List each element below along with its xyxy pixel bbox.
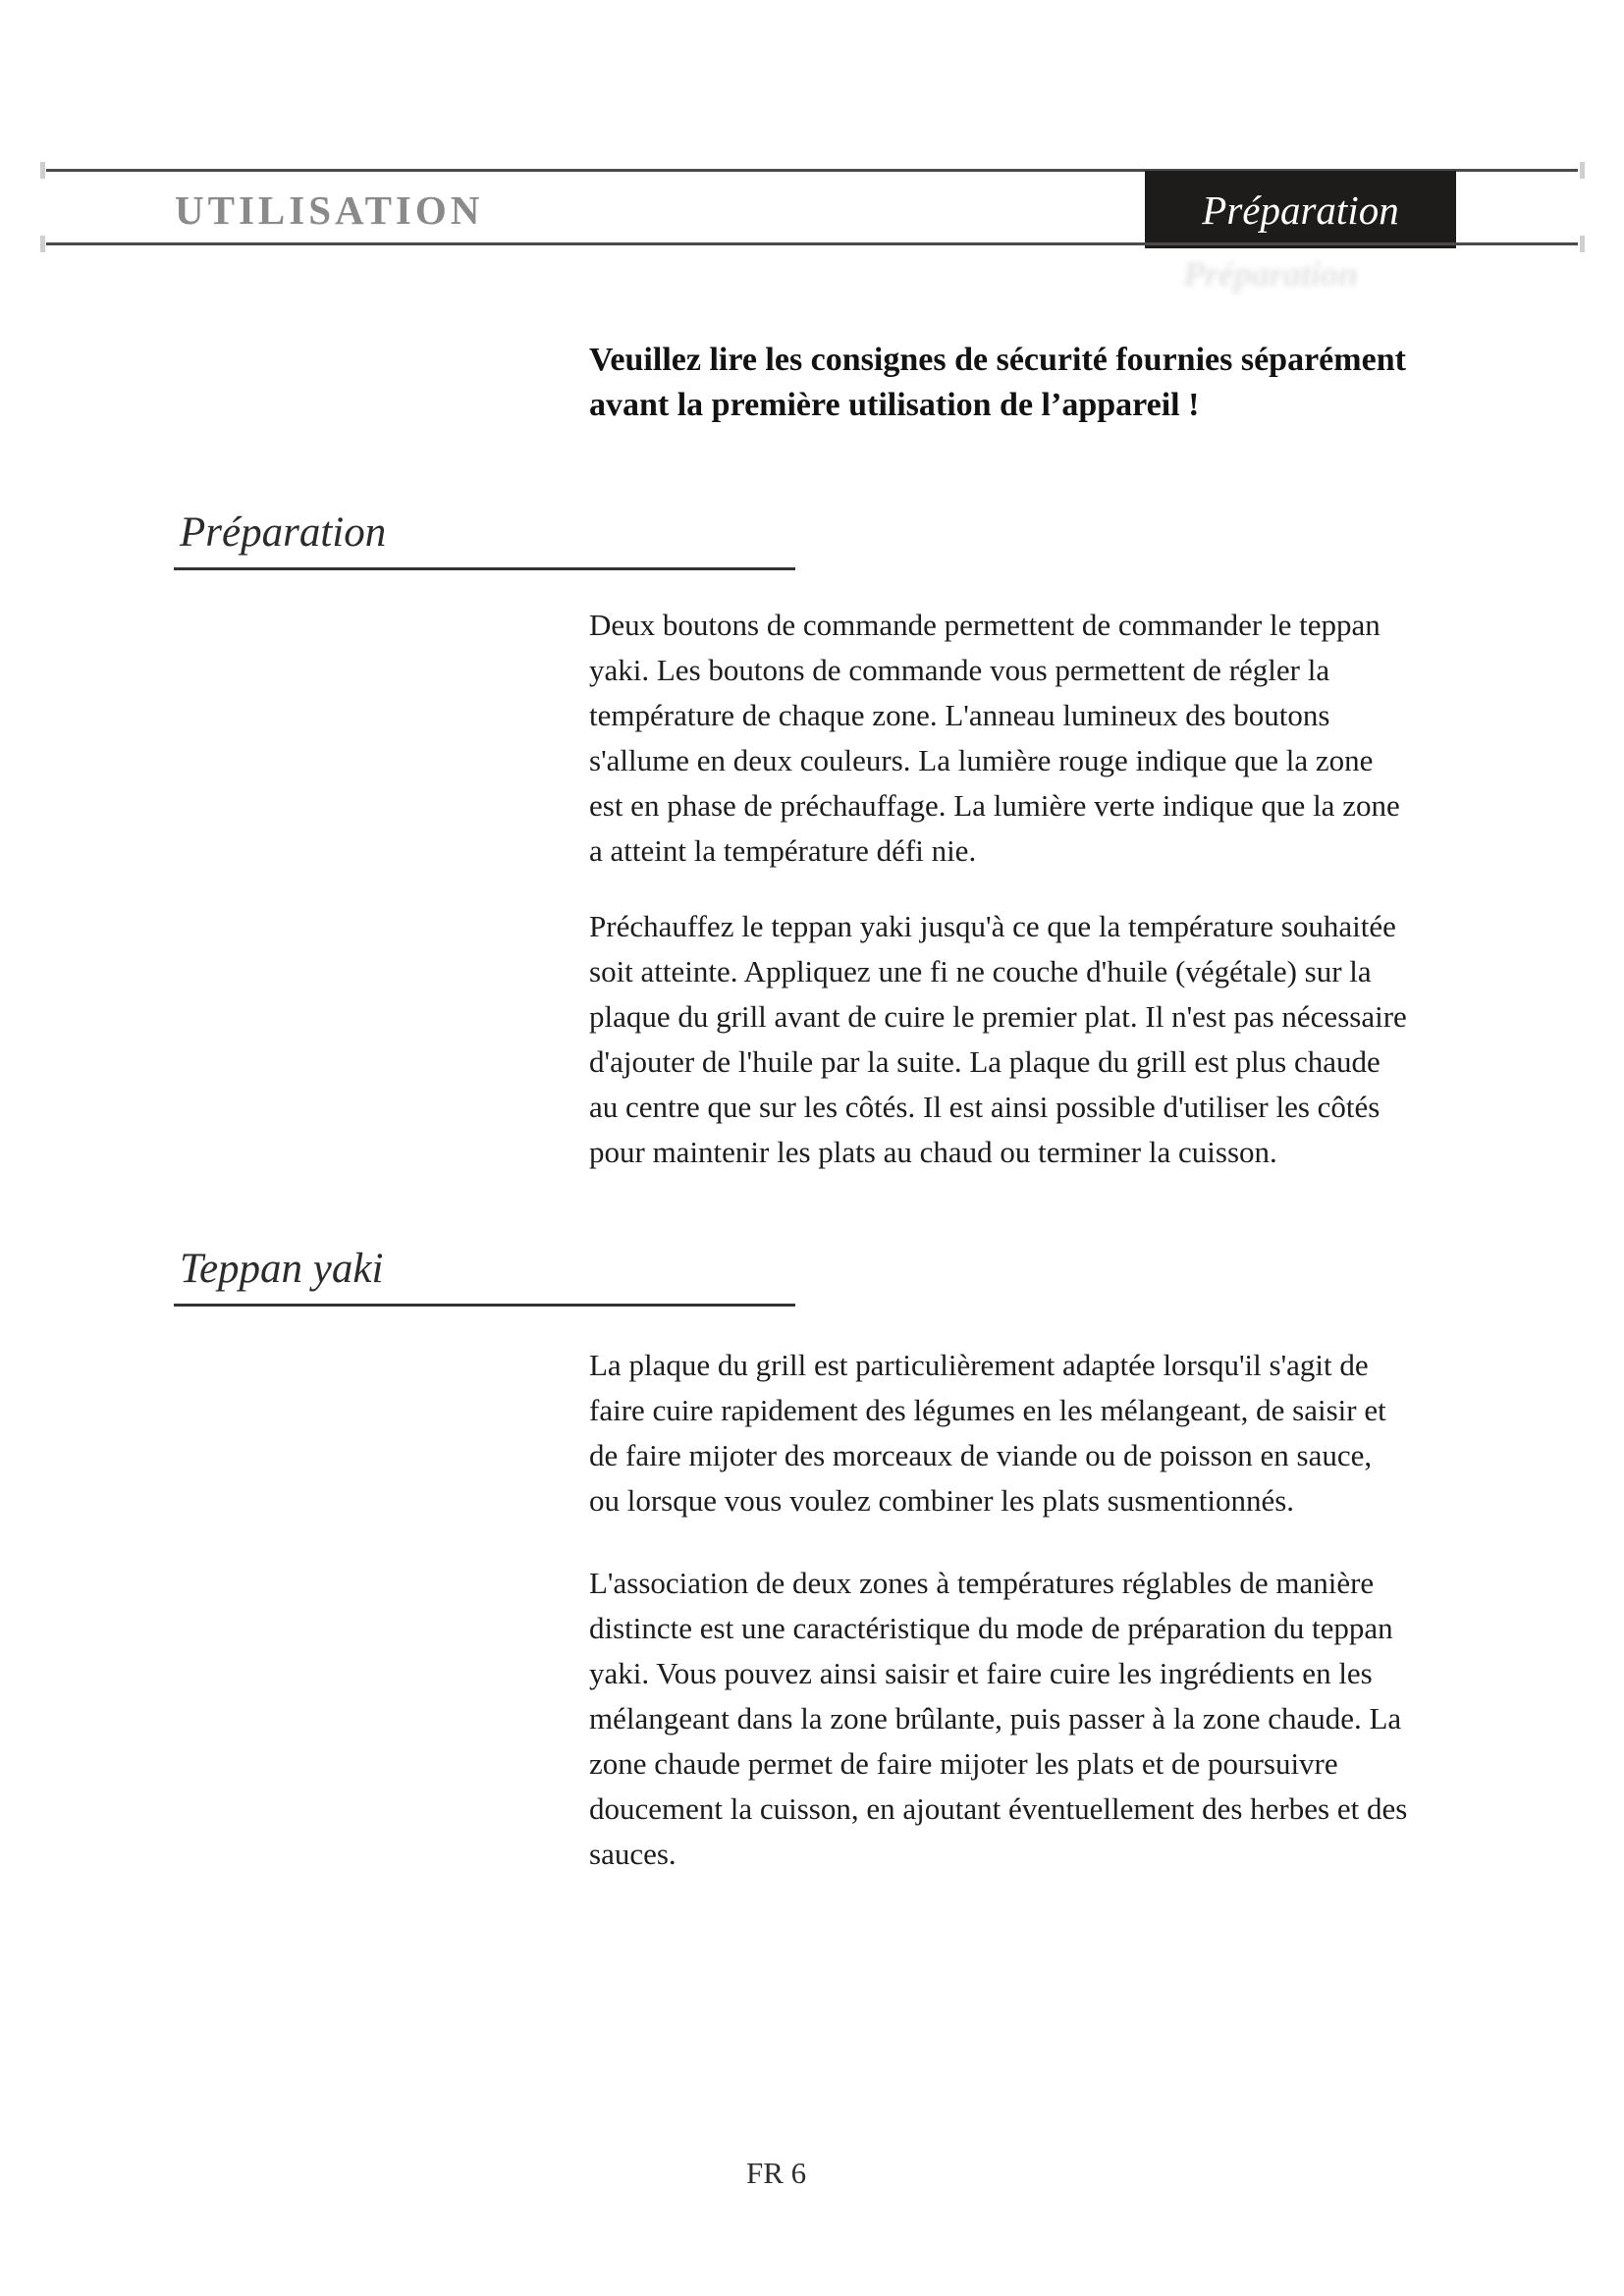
print-bleed-artifact: Préparation [1183, 254, 1359, 294]
section-heading-preparation-rule [174, 567, 795, 570]
safety-notice: Veuillez lire les consignes de sécurité fournies séparément avant la première utilisation de l’appareil ! [589, 342, 1406, 423]
section-heading-teppan-yaki-rule [174, 1304, 795, 1307]
page-number: FR 6 [746, 2156, 807, 2190]
section-heading-teppan-yaki: Teppan yaki [180, 1246, 384, 1292]
paragraph-preheat: Préchauffez le teppan yaki jusqu'à ce que la température souhaitée soit atteinte. Appliquez une fi ne couche d'huile (végétale) sur la plaque du grill avant de cuire le premier plat. Il n'est pas nécessaire d'ajouter de l'huile par la suite. La plaque du grill est plus chaude au centre que sur les côtés. Il est ainsi possible d'utiliser les côtés pour maintenir les plats au chaud ou terminer la cuisson. [589, 909, 1407, 1169]
section-heading-preparation: Préparation [180, 509, 387, 556]
paragraph-two-zones: L'association de deux zones à températures réglables de manière distincte est une caractéristique du mode de préparation du teppan yaki. Vous pouvez ainsi saisir et faire cuire les ingrédients en les mélangeant dans la zone brûlante, puis passer à la zone chaude. La zone chaude permet de faire mijoter les plats et de poursuivre doucement la cuisson, en ajoutant éventuellement des herbes et des sauces. [589, 1566, 1408, 1871]
chapter-title: UTILISATION [175, 187, 484, 233]
section-tab-label: Préparation [1202, 187, 1399, 233]
section-tab [1145, 171, 1456, 248]
paragraph-controls: Deux boutons de commande permettent de commander le teppan yaki. Les boutons de commande vous permettent de régler la température de chaque zone. L'anneau lumineux des boutons s'allume en deux couleurs. La lumière rouge indique que la zone est en phase de préchauffage. La lumière verte indique que la zone a atteint la température défi nie. [589, 608, 1400, 868]
paragraph-grill-plate: La plaque du grill est particulièrement adaptée lorsqu'il s'agit de faire cuire rapidement des légumes en les mélangeant, de saisir et de faire mijoter des morceaux de viande ou de poisson en sauce, ou lorsque vous voulez combiner les plats susmentionnés. [589, 1348, 1386, 1518]
header-bottom-rule [46, 242, 1578, 245]
